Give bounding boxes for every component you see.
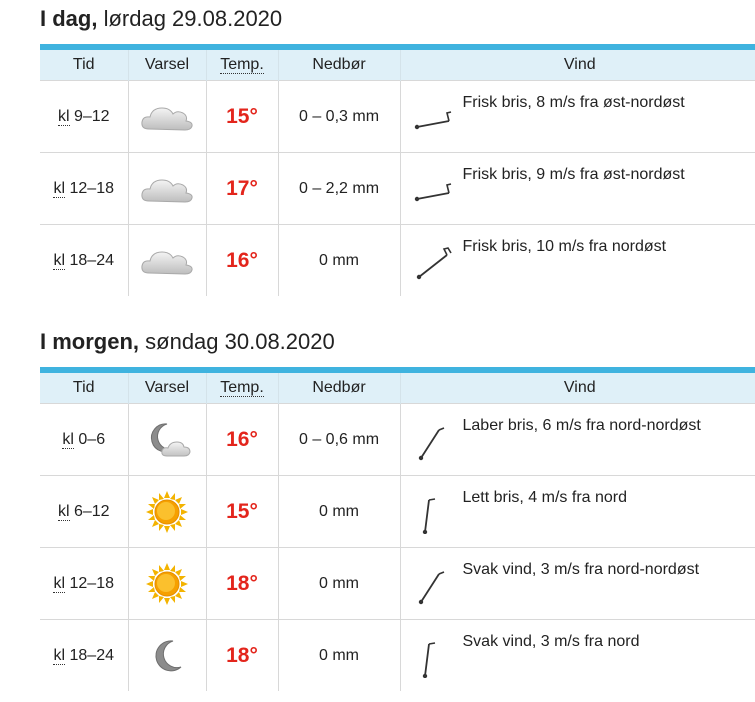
precip-value: 0 mm xyxy=(278,476,400,548)
wind-arrow-icon xyxy=(411,171,457,211)
wind-description: Frisk bris, 9 m/s fra øst-nordøst xyxy=(462,166,685,183)
forecast-table xyxy=(40,367,755,691)
wind-description: Svak vind, 3 m/s fra nord xyxy=(462,633,640,650)
forecast-row xyxy=(40,620,755,692)
temp-cell xyxy=(206,225,278,297)
temperature-value: 18° xyxy=(226,571,258,595)
header-time: Tid xyxy=(40,370,128,404)
temperature-value: 16° xyxy=(226,427,258,451)
temp-cell xyxy=(206,548,278,620)
day-section xyxy=(40,329,755,691)
temp-cell xyxy=(206,476,278,548)
precip-value: 0 – 2,2 mm xyxy=(278,153,400,225)
moon-icon xyxy=(137,634,197,678)
temperature-value: 17° xyxy=(226,176,258,200)
wind-cell xyxy=(400,404,755,476)
sun-icon xyxy=(137,490,197,534)
header-wind: Vind xyxy=(400,47,755,81)
forecast-icon-cell xyxy=(128,620,206,692)
wind-arrow-icon xyxy=(411,422,457,462)
day-section xyxy=(40,6,755,296)
forecast-icon-cell xyxy=(128,225,206,297)
time-prefix[interactable]: kl xyxy=(53,179,66,197)
temp-cell xyxy=(206,153,278,225)
time-range: 0–6 xyxy=(78,430,106,448)
time-range: 12–18 xyxy=(69,574,114,592)
cloud-icon xyxy=(137,95,197,139)
title-comma: , xyxy=(132,329,146,354)
time-range: 9–12 xyxy=(73,107,110,125)
header-precip: Nedbør xyxy=(278,370,400,404)
time-cell xyxy=(40,153,128,225)
wind-cell xyxy=(400,153,755,225)
time-prefix[interactable]: kl xyxy=(53,646,66,664)
temperature-value: 16° xyxy=(226,248,258,272)
header-time: Tid xyxy=(40,47,128,81)
header-temp[interactable] xyxy=(206,370,278,404)
time-cell xyxy=(40,81,128,153)
time-prefix[interactable]: kl xyxy=(53,574,66,592)
moon-cloud-icon xyxy=(137,418,197,462)
temperature-value: 18° xyxy=(226,643,258,667)
wind-arrow-icon xyxy=(411,494,457,534)
wind-arrow-icon xyxy=(411,99,457,139)
wind-description: Frisk bris, 10 m/s fra nordøst xyxy=(462,238,667,255)
time-cell xyxy=(40,548,128,620)
forecast-icon-cell xyxy=(128,153,206,225)
day-title-date: lørdag 29.08.2020 xyxy=(103,6,283,31)
wind-description: Laber bris, 6 m/s fra nord-nordøst xyxy=(462,417,701,434)
cloud-icon xyxy=(137,239,197,283)
time-range: 6–12 xyxy=(73,502,110,520)
day-title-date: søndag 30.08.2020 xyxy=(145,329,335,354)
forecast-row xyxy=(40,404,755,476)
precip-value: 0 mm xyxy=(278,548,400,620)
forecast-icon-cell xyxy=(128,404,206,476)
cloud-icon xyxy=(137,167,197,211)
header-temp-label: Temp. xyxy=(220,56,264,73)
wind-description: Frisk bris, 8 m/s fra øst-nordøst xyxy=(462,94,685,111)
precip-value: 0 – 0,6 mm xyxy=(278,404,400,476)
sun-icon xyxy=(137,562,197,606)
wind-arrow-icon xyxy=(411,638,457,678)
precip-value: 0 – 0,3 mm xyxy=(278,81,400,153)
forecast-row xyxy=(40,81,755,153)
forecast-row xyxy=(40,548,755,620)
header-temp-label: Temp. xyxy=(220,379,264,396)
header-forecast: Varsel xyxy=(128,47,206,81)
temperature-value: 15° xyxy=(226,104,258,128)
wind-description: Lett bris, 4 m/s fra nord xyxy=(462,489,628,506)
forecast-row xyxy=(40,476,755,548)
precip-value: 0 mm xyxy=(278,620,400,692)
wind-cell xyxy=(400,620,755,692)
day-title-bold: I dag xyxy=(40,6,92,31)
wind-cell xyxy=(400,548,755,620)
temp-cell xyxy=(206,620,278,692)
time-range: 18–24 xyxy=(69,251,114,269)
time-range: 18–24 xyxy=(69,646,114,664)
precip-value: 0 mm xyxy=(278,225,400,297)
title-comma: , xyxy=(91,6,104,31)
temperature-value: 15° xyxy=(226,499,258,523)
time-cell xyxy=(40,225,128,297)
time-cell xyxy=(40,476,128,548)
header-precip: Nedbør xyxy=(278,47,400,81)
wind-cell xyxy=(400,476,755,548)
time-prefix[interactable]: kl xyxy=(53,251,66,269)
forecast-icon-cell xyxy=(128,548,206,620)
forecast-icon-cell xyxy=(128,81,206,153)
wind-arrow-icon xyxy=(411,566,457,606)
time-prefix[interactable]: kl xyxy=(62,430,74,448)
time-prefix[interactable]: kl xyxy=(57,107,70,125)
time-range: 12–18 xyxy=(69,179,114,197)
day-title-bold: I morgen xyxy=(40,329,133,354)
wind-cell xyxy=(400,225,755,297)
forecast-table xyxy=(40,44,755,296)
wind-cell xyxy=(400,81,755,153)
header-temp[interactable] xyxy=(206,47,278,81)
time-prefix[interactable]: kl xyxy=(57,502,70,520)
time-cell xyxy=(40,404,128,476)
header-forecast: Varsel xyxy=(128,370,206,404)
wind-arrow-icon xyxy=(411,243,457,283)
forecast-row xyxy=(40,225,755,297)
header-wind: Vind xyxy=(400,370,755,404)
temp-cell xyxy=(206,404,278,476)
day-title xyxy=(40,329,755,355)
time-cell xyxy=(40,620,128,692)
forecast-row xyxy=(40,153,755,225)
day-title xyxy=(40,6,755,32)
forecast-icon-cell xyxy=(128,476,206,548)
wind-description: Svak vind, 3 m/s fra nord-nordøst xyxy=(462,561,700,578)
temp-cell xyxy=(206,81,278,153)
